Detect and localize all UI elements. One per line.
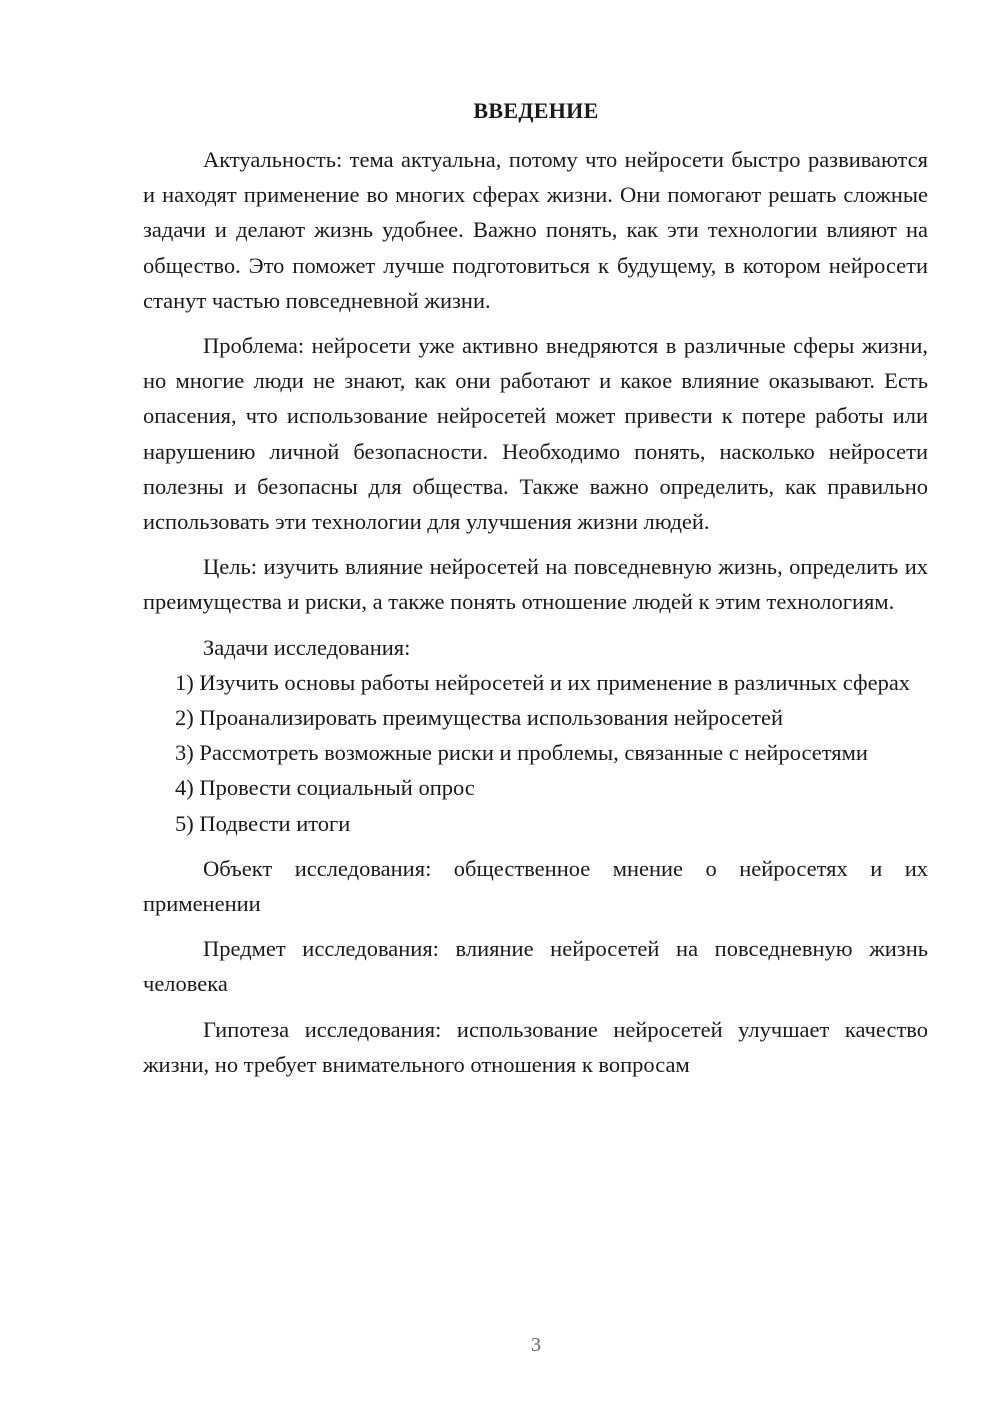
tasks-heading: Задачи исследования: (203, 634, 411, 660)
document-body (143, 142, 928, 1082)
subject-paragraph: Предмет исследования: влияние нейросетей на повседневную жизнь человека (143, 936, 928, 997)
goal-paragraph: Цель: изучить влияние нейросетей на повседневную жизнь, определить их преимущества и риски, а также понять отношение людей к этим технологиям. (143, 554, 928, 615)
object-paragraph: Объект исследования: общественное мнение о нейросетях и их применении (143, 855, 928, 917)
task-item: 2) Проанализировать преимущества использования нейросетей (175, 705, 784, 731)
task-item: 5) Подвести итоги (175, 810, 351, 836)
problem-paragraph: Проблема: нейросети уже активно внедряются в различные сферы жизни, но многие люди не знают, как они работают и какое влияние оказывают. Есть опасения, что использование нейросетей может привести к потере работы или нарушению личной безопасности. Необходимо понять, насколько нейросети полезны и безопасны для общества. Также важно определить, как правильно использовать эти технологии для улучшения жизни людей. (143, 333, 928, 535)
relevance-paragraph: Актуальность: тема актуальна, потому что нейросети быстро развиваются и находят применение во многих сферах жизни. Они помогают решать сложные задачи и делают жизнь удобнее. Важно понять, как эти технологии влияют на общество. Это поможет лучше подготовиться к будущему, в котором нейросети станут частью повседневной жизни. (143, 147, 928, 313)
task-item: 1) Изучить основы работы нейросетей и их применение в различных сферах (175, 669, 911, 695)
task-item: 3) Рассмотреть возможные риски и проблемы, связанные с нейросетями (175, 740, 868, 766)
page-number: 3 (531, 1334, 541, 1356)
hypothesis-paragraph: Гипотеза исследования: использование нейросетей улучшает качество жизни, но требует внимательного отношения к вопросам (143, 1016, 928, 1077)
section-title: ВВЕДЕНИЕ (473, 98, 599, 123)
task-item: 4) Провести социальный опрос (175, 775, 475, 801)
